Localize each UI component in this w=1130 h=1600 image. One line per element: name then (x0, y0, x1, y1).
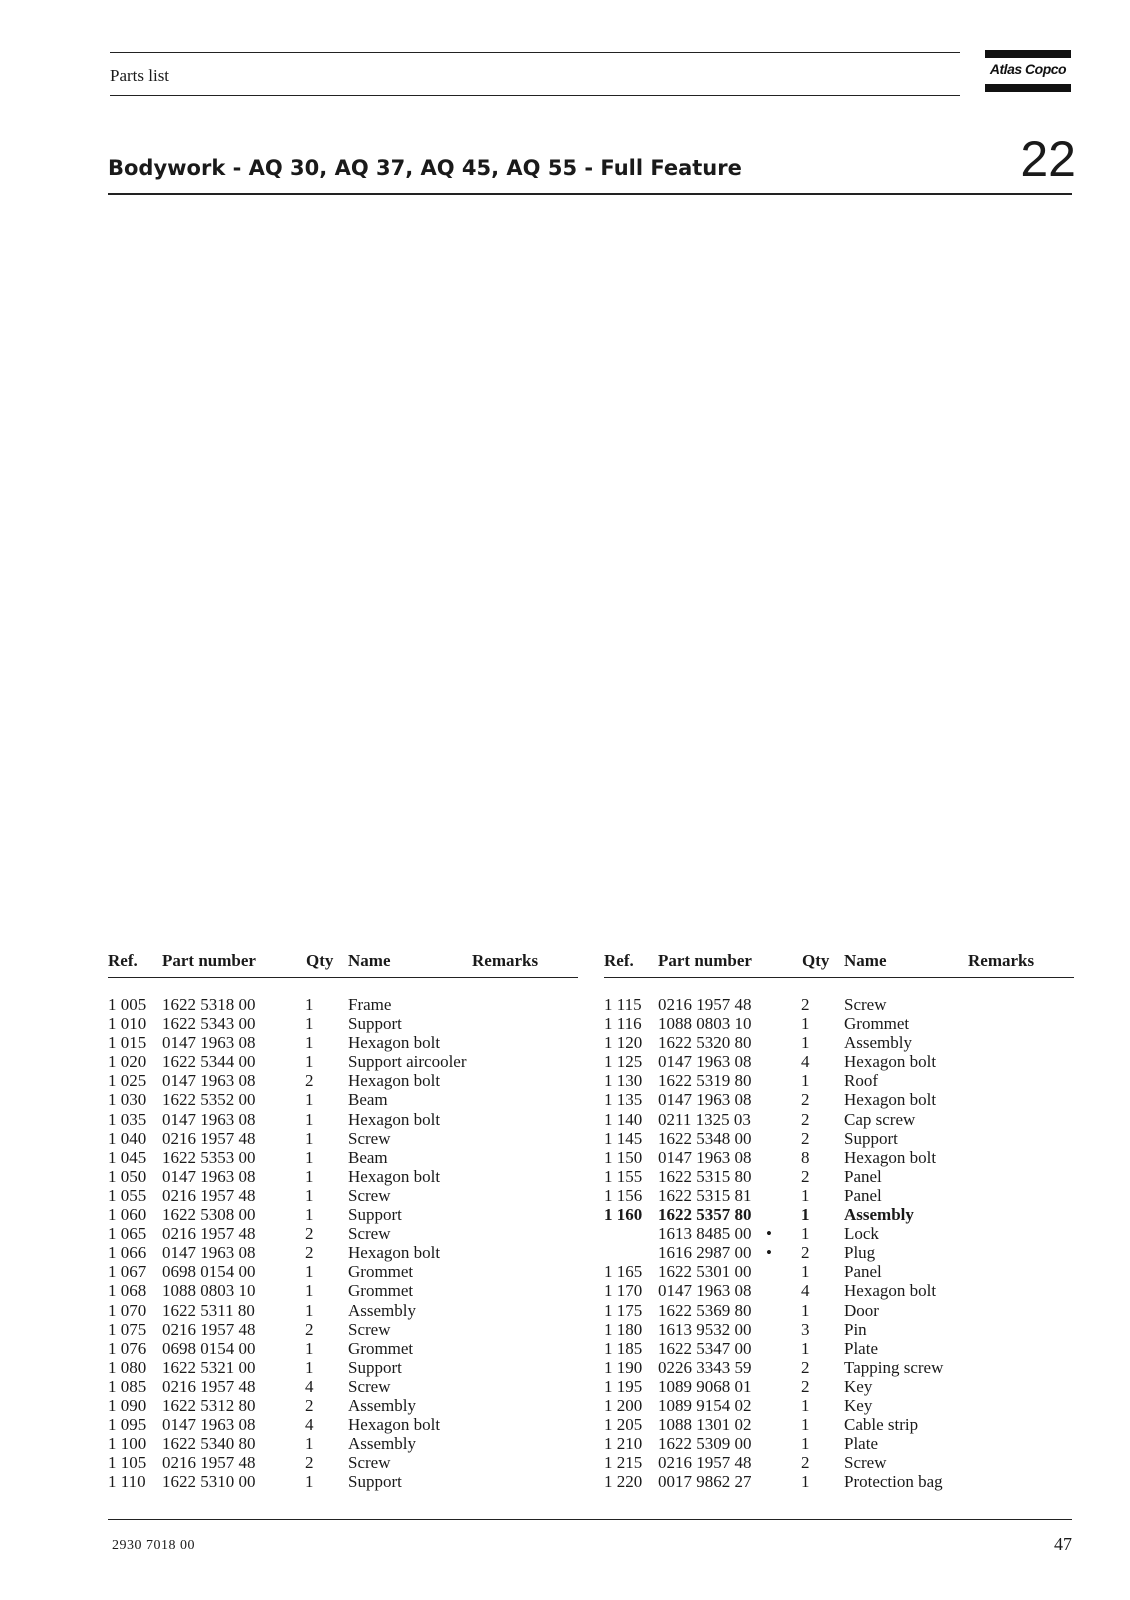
table-row (108, 1090, 578, 1109)
table-row (604, 1110, 1074, 1129)
row-part-number: 1622 5353 00 (162, 1147, 256, 1167)
row-part-number: 0147 1963 08 (658, 1281, 752, 1301)
row-part-number: 1088 1301 02 (658, 1415, 752, 1435)
row-bullet: • (766, 1243, 772, 1263)
row-name: Screw (348, 1453, 391, 1473)
row-ref: 1 060 (108, 1205, 147, 1225)
row-qty: 2 (305, 1319, 314, 1339)
row-part-number: 1622 5318 00 (162, 995, 256, 1014)
row-part-number: 0211 1325 03 (658, 1109, 751, 1129)
row-part-number: 0216 1957 48 (658, 1453, 752, 1473)
row-part-number: 0147 1963 08 (658, 1052, 752, 1072)
row-ref: 1 120 (604, 1033, 643, 1053)
page-number: 47 (1054, 1534, 1072, 1554)
table-row (604, 995, 1074, 1014)
row-name: Plate (844, 1434, 878, 1454)
header-ref: Ref. (604, 951, 634, 970)
row-name: Pin (844, 1319, 867, 1339)
footer-rule (108, 1519, 1072, 1520)
row-name: Support aircooler (348, 1052, 467, 1072)
table-row (108, 1167, 578, 1186)
row-ref: 1 100 (108, 1434, 147, 1454)
table-row (604, 1320, 1074, 1339)
row-part-number: 1622 5320 80 (658, 1033, 752, 1053)
row-ref: 1 090 (108, 1395, 147, 1415)
header-part-number: Part number (162, 951, 256, 970)
row-ref: 1 015 (108, 1033, 147, 1053)
row-name: Hexagon bolt (348, 1415, 441, 1435)
row-ref: 1 220 (604, 1472, 643, 1492)
header-part-number: Part number (658, 951, 752, 970)
row-name: Grommet (348, 1281, 414, 1301)
row-part-number: 0147 1963 08 (162, 1109, 256, 1129)
header-name: Name (844, 951, 887, 970)
row-qty: 1 (305, 1262, 314, 1282)
table-row (108, 1071, 578, 1090)
row-ref: 1 065 (108, 1224, 147, 1244)
row-name: Screw (348, 1376, 391, 1396)
table-row (108, 1396, 578, 1415)
row-part-number: 1622 5309 00 (658, 1434, 752, 1454)
table-row (604, 1339, 1074, 1358)
row-part-number: 1622 5315 81 (658, 1185, 752, 1205)
row-name: Assembly (348, 1395, 416, 1415)
row-name: Grommet (348, 1262, 414, 1282)
row-part-number: 1622 5321 00 (162, 1357, 256, 1377)
row-part-number: 1088 0803 10 (162, 1281, 256, 1301)
row-name: Hexagon bolt (348, 1243, 441, 1263)
row-name: Key (844, 1395, 873, 1415)
row-ref: 1 156 (604, 1185, 643, 1205)
row-qty: 1 (305, 1205, 314, 1225)
row-name: Hexagon bolt (844, 1052, 937, 1072)
row-name: Plate (844, 1338, 878, 1358)
table-row (604, 1243, 1074, 1262)
table-row (604, 1129, 1074, 1148)
row-ref: 1 010 (108, 1014, 147, 1034)
table-row (604, 1224, 1074, 1243)
row-ref: 1 075 (108, 1319, 147, 1339)
row-qty: 3 (801, 1319, 810, 1339)
row-ref: 1 125 (604, 1052, 643, 1072)
row-part-number: 0216 1957 48 (162, 1319, 256, 1339)
row-part-number: 0216 1957 48 (162, 1453, 256, 1473)
header-name: Name (348, 951, 391, 970)
row-ref: 1 135 (604, 1090, 643, 1110)
table-row (604, 1148, 1074, 1167)
header-label: Parts list (110, 66, 170, 85)
row-name: Assembly (348, 1434, 416, 1454)
row-ref: 1 095 (108, 1415, 147, 1435)
row-qty: 4 (801, 1052, 810, 1072)
row-name: Hexagon bolt (844, 1147, 937, 1167)
row-bullet: • (766, 1224, 772, 1244)
row-qty: 1 (801, 1338, 810, 1358)
row-name: Cap screw (844, 1109, 916, 1129)
row-ref: 1 035 (108, 1109, 147, 1129)
row-qty: 1 (801, 1033, 810, 1053)
table-row (108, 1320, 578, 1339)
row-ref: 1 180 (604, 1319, 643, 1339)
row-qty: 2 (801, 1376, 810, 1396)
row-qty: 2 (305, 1071, 314, 1091)
table-row (108, 1224, 578, 1243)
row-qty: 1 (305, 1090, 314, 1110)
row-qty: 2 (801, 1166, 810, 1186)
row-name: Roof (844, 1071, 878, 1091)
row-ref: 1 110 (108, 1472, 146, 1492)
table-row (604, 1472, 1074, 1491)
row-qty: 1 (305, 1434, 314, 1454)
row-part-number: 1089 9068 01 (658, 1376, 752, 1396)
row-name: Beam (348, 1090, 388, 1110)
table-row (108, 1453, 578, 1472)
row-part-number: 1622 5352 00 (162, 1090, 256, 1110)
row-name: Screw (844, 1453, 887, 1473)
table-row (604, 1071, 1074, 1090)
document-number: 2930 7018 00 (112, 1538, 195, 1553)
row-ref: 1 130 (604, 1071, 643, 1091)
row-part-number: 1622 5310 00 (162, 1472, 256, 1492)
header-bottom-rule (110, 95, 960, 96)
row-qty: 1 (801, 1300, 810, 1320)
row-ref: 1 145 (604, 1128, 643, 1148)
row-part-number: 0147 1963 08 (162, 1033, 256, 1053)
row-ref: 1 045 (108, 1147, 147, 1167)
row-qty: 1 (305, 1281, 314, 1301)
header-qty: Qty (306, 951, 334, 970)
row-name: Assembly (844, 1033, 912, 1053)
row-ref: 1 170 (604, 1281, 643, 1301)
table-row (108, 1205, 578, 1224)
parts-table-right (604, 951, 1074, 1492)
row-name: Assembly (348, 1300, 416, 1320)
row-name: Hexagon bolt (844, 1090, 937, 1110)
row-name: Screw (348, 1319, 391, 1339)
row-part-number: 0147 1963 08 (162, 1243, 256, 1263)
table-row (604, 1262, 1074, 1281)
row-ref: 1 005 (108, 995, 147, 1014)
row-qty: 1 (801, 1434, 810, 1454)
row-qty: 1 (305, 1338, 314, 1358)
row-qty: 2 (801, 1109, 810, 1129)
row-name: Support (348, 1472, 402, 1492)
table-row (604, 1167, 1074, 1186)
header-qty: Qty (802, 951, 830, 970)
row-name: Plug (844, 1243, 876, 1263)
atlas-copco-logo (985, 50, 1071, 94)
row-ref: 1 175 (604, 1300, 643, 1320)
row-qty: 1 (305, 1166, 314, 1186)
row-part-number: 1622 5319 80 (658, 1071, 752, 1091)
table-row (604, 1434, 1074, 1453)
row-qty: 2 (305, 1395, 314, 1415)
table-row (108, 1014, 578, 1033)
row-ref: 1 150 (604, 1147, 643, 1167)
row-qty: 1 (305, 1128, 314, 1148)
row-ref: 1 067 (108, 1262, 147, 1282)
table-row (108, 1301, 578, 1320)
row-qty: 2 (801, 1243, 810, 1263)
row-qty: 4 (305, 1415, 314, 1435)
header-ref: Ref. (108, 951, 138, 970)
row-qty: 1 (305, 1472, 314, 1492)
table-body (604, 995, 1074, 1491)
row-ref: 1 160 (604, 1205, 643, 1225)
row-name: Support (844, 1128, 898, 1148)
row-part-number: 1613 8485 00 (658, 1224, 752, 1244)
row-part-number: 1622 5347 00 (658, 1338, 752, 1358)
row-qty: 8 (801, 1147, 810, 1167)
row-qty: 4 (801, 1281, 810, 1301)
row-part-number: 1622 5343 00 (162, 1014, 256, 1034)
row-ref: 1 030 (108, 1090, 147, 1110)
table-row (108, 1377, 578, 1396)
title-rule (108, 193, 1072, 195)
table-row (604, 1358, 1074, 1377)
row-ref: 1 085 (108, 1376, 147, 1396)
table-row (108, 1129, 578, 1148)
row-name: Support (348, 1357, 402, 1377)
row-ref: 1 055 (108, 1185, 147, 1205)
table-row (108, 1148, 578, 1167)
row-qty: 2 (305, 1224, 314, 1244)
row-ref: 1 195 (604, 1376, 643, 1396)
row-part-number: 0147 1963 08 (162, 1166, 256, 1186)
table-row (108, 995, 578, 1014)
table-row (108, 1358, 578, 1377)
row-ref: 1 050 (108, 1166, 147, 1186)
table-row (108, 1262, 578, 1281)
row-part-number: 0017 9862 27 (658, 1472, 752, 1492)
table-body (108, 995, 578, 1491)
row-part-number: 0216 1957 48 (658, 995, 752, 1014)
row-part-number: 0147 1963 08 (658, 1090, 752, 1110)
row-ref: 1 068 (108, 1281, 147, 1301)
row-name: Screw (348, 1128, 391, 1148)
row-name: Hexagon bolt (844, 1281, 937, 1301)
row-ref: 1 040 (108, 1128, 147, 1148)
table-row (604, 1052, 1074, 1071)
row-name: Support (348, 1205, 402, 1225)
row-qty: 2 (801, 1453, 810, 1473)
table-header-rule (604, 977, 1074, 978)
row-ref: 1 190 (604, 1357, 643, 1377)
row-qty: 1 (305, 1109, 314, 1129)
row-ref: 1 116 (604, 1014, 642, 1034)
row-part-number: 1622 5344 00 (162, 1052, 256, 1072)
row-qty: 1 (801, 1472, 810, 1492)
table-row (604, 1377, 1074, 1396)
row-part-number: 0147 1963 08 (162, 1071, 256, 1091)
row-name: Tapping screw (844, 1357, 944, 1377)
table-row (604, 1014, 1074, 1033)
row-ref: 1 215 (604, 1453, 643, 1473)
section-title: Bodywork - AQ 30, AQ 37, AQ 45, AQ 55 - Full Feature (108, 156, 742, 180)
row-name: Support (348, 1014, 402, 1034)
table-row (604, 1186, 1074, 1205)
row-name: Hexagon bolt (348, 1109, 441, 1129)
table-row (604, 1453, 1074, 1472)
row-part-number: 1622 5301 00 (658, 1262, 752, 1282)
table-row (604, 1033, 1074, 1052)
row-name: Protection bag (844, 1472, 943, 1492)
row-qty: 1 (305, 1014, 314, 1034)
row-qty: 1 (305, 1357, 314, 1377)
row-ref: 1 165 (604, 1262, 643, 1282)
row-part-number: 0216 1957 48 (162, 1128, 256, 1148)
row-qty: 1 (801, 1224, 810, 1244)
row-name: Grommet (348, 1338, 414, 1358)
row-qty: 2 (305, 1453, 314, 1473)
table-row (108, 1110, 578, 1129)
row-qty: 1 (305, 1147, 314, 1167)
table-row (108, 1243, 578, 1262)
row-qty: 1 (305, 1052, 314, 1072)
parts-table-left (108, 951, 578, 1492)
row-name: Beam (348, 1147, 388, 1167)
row-ref: 1 115 (604, 995, 642, 1014)
table-row (108, 1033, 578, 1052)
row-part-number: 1088 0803 10 (658, 1014, 752, 1034)
header-remarks: Remarks (968, 951, 1035, 970)
row-name: Screw (844, 995, 887, 1014)
row-qty: 1 (305, 1033, 314, 1053)
row-ref: 1 020 (108, 1052, 147, 1072)
row-ref: 1 140 (604, 1109, 643, 1129)
row-qty: 1 (801, 1071, 810, 1091)
row-part-number: 1622 5311 80 (162, 1300, 255, 1320)
section-number: 22 (1020, 131, 1076, 187)
table-row (108, 1052, 578, 1071)
row-name: Screw (348, 1185, 391, 1205)
table-header (108, 951, 578, 975)
table-row (108, 1339, 578, 1358)
row-part-number: 1616 2987 00 (658, 1243, 752, 1263)
table-header-rule (108, 977, 578, 978)
row-qty: 2 (801, 1090, 810, 1110)
row-part-number: 1622 5308 00 (162, 1205, 256, 1225)
row-name: Panel (844, 1166, 882, 1186)
table-row (108, 1281, 578, 1300)
row-part-number: 1613 9532 00 (658, 1319, 752, 1339)
row-ref: 1 070 (108, 1300, 147, 1320)
row-qty: 1 (801, 1262, 810, 1282)
table-row (108, 1434, 578, 1453)
table-row (604, 1396, 1074, 1415)
row-qty: 2 (305, 1243, 314, 1263)
row-part-number: 0698 0154 00 (162, 1338, 256, 1358)
row-name: Cable strip (844, 1415, 919, 1435)
row-part-number: 0147 1963 08 (162, 1415, 256, 1435)
row-part-number: 1622 5369 80 (658, 1300, 752, 1320)
row-qty: 1 (801, 1185, 810, 1205)
row-name: Assembly (844, 1205, 914, 1225)
row-qty: 1 (801, 1395, 810, 1415)
row-part-number: 1622 5357 80 (658, 1205, 752, 1225)
row-name: Frame (348, 995, 392, 1014)
row-ref: 1 210 (604, 1434, 643, 1454)
row-ref: 1 200 (604, 1395, 643, 1415)
table-row (108, 1415, 578, 1434)
row-qty: 2 (801, 995, 810, 1014)
row-part-number: 1622 5315 80 (658, 1166, 752, 1186)
row-ref: 1 025 (108, 1071, 147, 1091)
row-qty: 1 (801, 1415, 810, 1435)
row-name: Hexagon bolt (348, 1033, 441, 1053)
header-top-rule (110, 52, 960, 53)
logo-wordmark: Atlas Copco (989, 61, 1067, 77)
row-qty: 1 (801, 1014, 810, 1034)
table-header (604, 951, 1074, 975)
table-row (108, 1472, 578, 1491)
row-name: Hexagon bolt (348, 1071, 441, 1091)
row-qty: 1 (305, 1300, 314, 1320)
table-row (604, 1281, 1074, 1300)
row-part-number: 0216 1957 48 (162, 1224, 256, 1244)
row-name: Panel (844, 1185, 882, 1205)
row-part-number: 1089 9154 02 (658, 1395, 752, 1415)
row-ref: 1 066 (108, 1243, 147, 1263)
row-name: Key (844, 1376, 873, 1396)
row-part-number: 0226 3343 59 (658, 1357, 752, 1377)
row-part-number: 1622 5340 80 (162, 1434, 256, 1454)
row-part-number: 0147 1963 08 (658, 1147, 752, 1167)
row-name: Hexagon bolt (348, 1166, 441, 1186)
row-name: Grommet (844, 1014, 910, 1034)
row-part-number: 1622 5348 00 (658, 1128, 752, 1148)
row-qty: 4 (305, 1376, 314, 1396)
row-qty: 1 (305, 1185, 314, 1205)
row-qty: 1 (801, 1205, 810, 1225)
row-name: Panel (844, 1262, 882, 1282)
table-row (604, 1205, 1074, 1224)
header-remarks: Remarks (472, 951, 539, 970)
row-part-number: 1622 5312 80 (162, 1395, 256, 1415)
row-part-number: 0216 1957 48 (162, 1376, 256, 1396)
row-name: Lock (844, 1224, 879, 1244)
table-row (604, 1415, 1074, 1434)
row-name: Door (844, 1300, 879, 1320)
row-ref: 1 205 (604, 1415, 643, 1435)
table-row (108, 1186, 578, 1205)
table-row (604, 1301, 1074, 1320)
row-ref: 1 080 (108, 1357, 147, 1377)
row-ref: 1 105 (108, 1453, 147, 1473)
row-ref: 1 076 (108, 1338, 147, 1358)
row-name: Screw (348, 1224, 391, 1244)
table-row (604, 1090, 1074, 1109)
row-qty: 2 (801, 1357, 810, 1377)
row-part-number: 0216 1957 48 (162, 1185, 256, 1205)
row-qty: 1 (305, 995, 314, 1014)
row-ref: 1 185 (604, 1338, 643, 1358)
row-ref: 1 155 (604, 1166, 643, 1186)
row-part-number: 0698 0154 00 (162, 1262, 256, 1282)
row-qty: 2 (801, 1128, 810, 1148)
